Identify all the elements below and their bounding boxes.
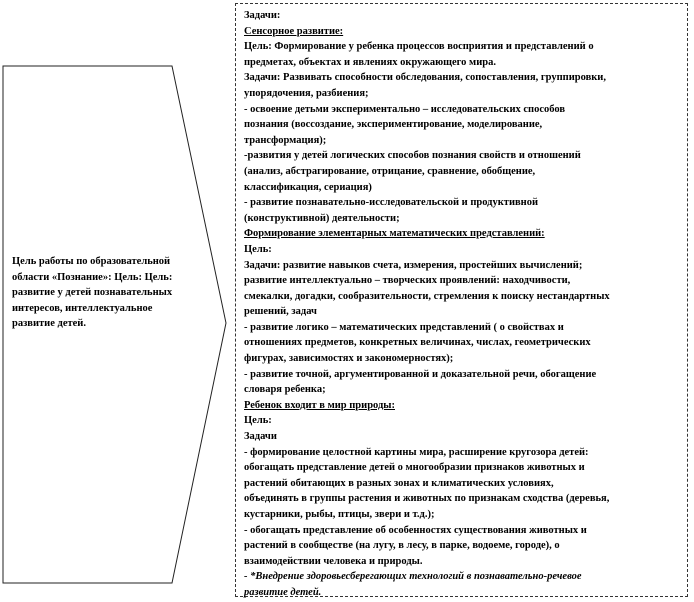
task-line: решений, задач xyxy=(244,306,317,318)
task-line: Цель: xyxy=(244,415,272,427)
task-line: Цель: Формирование у ребенка процессов восприятия и представлений о xyxy=(244,41,594,53)
task-line: - формирование целостной картины мира, расширение кругозора детей: xyxy=(244,446,589,458)
goal-text: Цель работы по образовательной области «Познание»: Цель: Цель: развитие у детей познавательных интересов, интеллектуальное развитие детей. xyxy=(12,256,173,330)
task-line: отношениях предметов, конкретных величинах, числах, геометрических xyxy=(244,337,591,349)
task-line: смекалки, догадки, сообразительности, стремления к поиску нестандартных xyxy=(244,290,610,302)
task-line: растений в сообществе (на лугу, в лесу, в парке, водоеме, городе), о xyxy=(244,540,560,552)
task-line: кустарники, рыбы, птицы, звери и т.д.); xyxy=(244,509,435,520)
task-line: объединять в группы растения и животных по признакам сходства (деревья, xyxy=(244,493,610,505)
task-line: - развитие логико – математических представлений ( о свойствах и xyxy=(244,321,564,333)
task-line: растений обитающих в разных зонах и климатических условиях, xyxy=(244,477,554,489)
task-line: трансформация); xyxy=(244,134,327,146)
task-line: - развитие познавательно-исследовательской и продуктивной xyxy=(244,197,539,209)
task-line: Задачи: развитие навыков счета, измерения, простейших вычислений; xyxy=(244,259,583,271)
task-line: предметах, объектах и явлениях окружающего мира. xyxy=(244,56,496,68)
task-line: - развитие точной, аргументированной и доказательной речи, обогащение xyxy=(244,368,597,380)
task-line: (конструктивной) деятельности; xyxy=(244,212,400,224)
task-line: познания (воссоздание, экспериментирование, моделирование, xyxy=(244,119,543,131)
task-line: - освоение детьми экспериментально – исследовательских способов xyxy=(244,103,566,115)
task-line: развитие интеллектуально – творческих проявлений: находчивости, xyxy=(244,275,571,287)
task-line: словаря ребенка; xyxy=(244,384,326,396)
task-line: - обогащать представление об особенностях существования животных и xyxy=(244,524,587,536)
task-line: развитие детей. xyxy=(244,586,322,598)
tasks-text xyxy=(244,8,684,601)
task-line: -развития у детей логических способов познания свойств и отношений xyxy=(244,150,581,162)
task-line: - *Внедрение здоровьесберегающих технологий в познавательно-речевое xyxy=(244,571,582,583)
task-line: Задачи: Развивать способности обследования, сопоставления, группировки, xyxy=(244,72,606,84)
task-line: Задачи: xyxy=(244,10,281,21)
task-line: Цель: xyxy=(244,243,272,255)
task-line: Формирование элементарных математических представлений: xyxy=(244,228,545,240)
task-line: (анализ, абстрагирование, отрицание, сравнение, обобщение, xyxy=(244,165,536,177)
task-line: Ребенок входит в мир природы: xyxy=(244,399,395,411)
task-line: взаимодействии человека и природы. xyxy=(244,555,423,567)
task-line: упорядочения, разбиения; xyxy=(244,87,369,99)
task-line: классификация, сериация) xyxy=(244,181,372,193)
task-line: Сенсорное развитие: xyxy=(244,25,344,37)
task-line: обогащать представление детей о многообразии признаков животных и xyxy=(244,462,585,474)
task-line: Задачи xyxy=(244,431,277,443)
task-line: фигурах, зависимостях и закономерностях); xyxy=(244,353,454,365)
